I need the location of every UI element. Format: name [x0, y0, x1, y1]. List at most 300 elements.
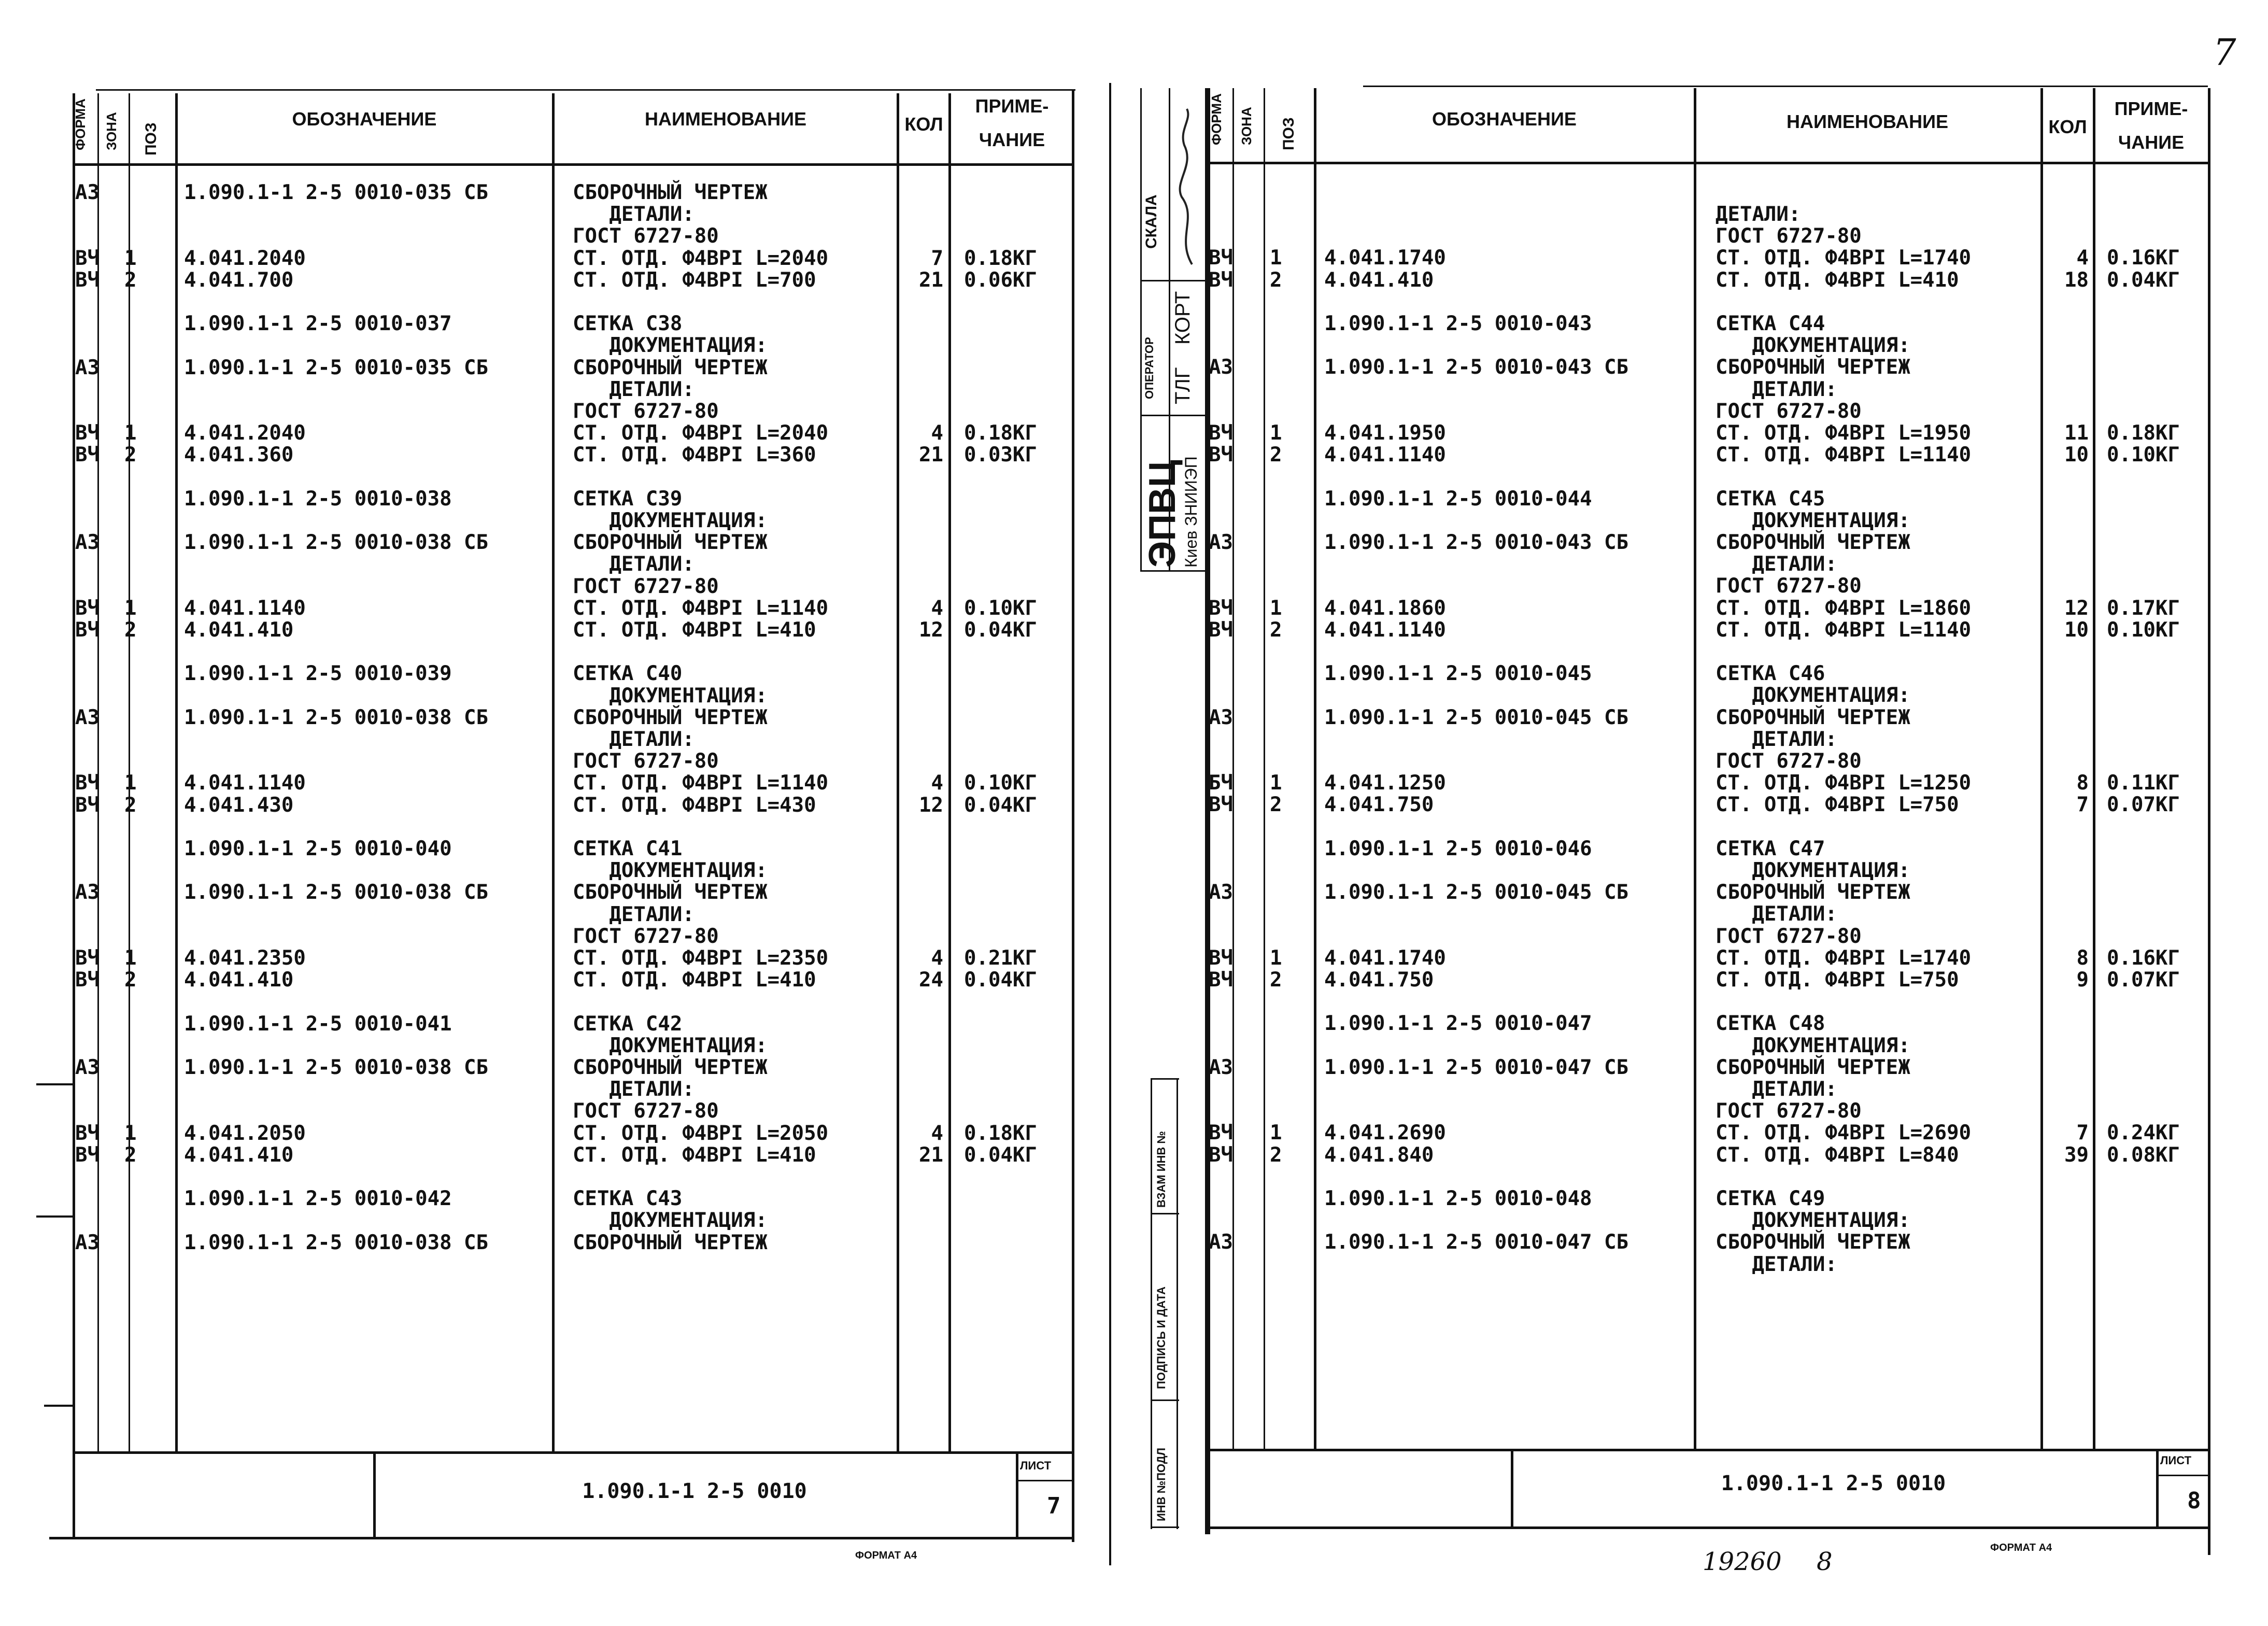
row-qty: 18 [2064, 268, 2089, 292]
stamp-line [1151, 1526, 1179, 1528]
row-designation: 4.041.410 [184, 618, 294, 642]
row-format: ВЧ [75, 443, 100, 467]
row-pos: 2 [1270, 968, 1282, 992]
row-name: ДОКУМЕНТАЦИЯ: [573, 509, 768, 532]
row-name: СТ. ОТД. Ф4ВРI L=410 [1716, 268, 1959, 292]
stamp-top-line [73, 1451, 1074, 1454]
row-note: 0.04КГ [964, 618, 1037, 642]
row-format: А3 [75, 356, 100, 379]
row-designation: 1.090.1-1 2-5 0010-038 СБ [184, 1231, 488, 1254]
stamp-line [1176, 1078, 1178, 1529]
row-designation: 1.090.1-1 2-5 0010-043 СБ [1324, 531, 1628, 554]
stamp-sheet-line [1016, 1480, 1073, 1481]
row-name: ДЕТАЛИ: [573, 728, 694, 751]
row-designation: 1.090.1-1 2-5 0010-038 СБ [184, 1056, 488, 1079]
row-note: 0.18КГ [964, 246, 1037, 270]
stamp-line [1151, 1078, 1152, 1529]
row-name: СТ. ОТД. Ф4ВРI L=1140 [1716, 443, 1972, 467]
row-name: ГОСТ 6727-80 [573, 224, 719, 248]
row-format: ВЧ [1209, 596, 1233, 620]
row-note: 0.10КГ [964, 596, 1037, 620]
stamp-inv-podl: ИНВ №ПОДЛ [1155, 1448, 1168, 1521]
row-qty: 7 [2076, 793, 2089, 817]
stamp-sheet-divider [2156, 1449, 2159, 1526]
row-format: ВЧ [1209, 1143, 1233, 1167]
row-note: 0.04КГ [964, 1143, 1037, 1167]
row-name: СТ. ОТД. Ф4ВРI L=1950 [1716, 421, 1972, 445]
row-name: СТ. ОТД. Ф4ВРI L=1740 [1716, 246, 1972, 270]
stamp-sheet-divider [1016, 1451, 1018, 1539]
row-format: ВЧ [1209, 268, 1233, 292]
row-name: ГОСТ 6727-80 [573, 1099, 719, 1123]
row-name: ДОКУМЕНТАЦИЯ: [1716, 1034, 1910, 1057]
row-name: СЕТКА С41 [573, 837, 683, 860]
row-designation: 1.090.1-1 2-5 0010-038 СБ [184, 705, 488, 729]
row-qty: 21 [919, 443, 943, 467]
hdr-zona: ЗОНА [1239, 107, 1254, 145]
margin-tick [44, 1405, 73, 1407]
handwritten-number: 19260 [1703, 1547, 1782, 1576]
row-designation: 1.090.1-1 2-5 0010-039 [184, 662, 452, 686]
hdr-forma: ФОРМА [73, 98, 88, 150]
stamp-skala: СКАЛА [1143, 194, 1160, 249]
header-bottom-line [73, 163, 1074, 166]
stamp-line [1151, 1078, 1179, 1080]
row-name: СТ. ОТД. Ф4ВРI L=1140 [1716, 618, 1972, 642]
row-name: ДЕТАЛИ: [573, 902, 694, 926]
row-name: ГОСТ 6727-80 [1716, 399, 1862, 423]
row-designation: 4.041.1140 [184, 596, 306, 620]
row-name: СТ. ОТД. Ф4ВРI L=700 [573, 268, 816, 292]
row-name: СТ. ОТД. Ф4ВРI L=2690 [1716, 1121, 1972, 1145]
hdr-prim-1: ПРИМЕ- [2114, 98, 2188, 119]
row-designation: 4.041.1740 [1324, 246, 1446, 270]
row-format: ВЧ [75, 268, 100, 292]
row-format: А3 [75, 881, 100, 904]
row-pos: 1 [1270, 1121, 1282, 1145]
stamp-top-line [1208, 1449, 2210, 1451]
row-format: ВЧ [75, 246, 100, 270]
row-name: ДЕТАЛИ: [1716, 727, 1837, 751]
frame-top-line [96, 89, 1075, 91]
row-designation: 1.090.1-1 2-5 0010-047 [1324, 1012, 1592, 1036]
row-format: ВЧ [75, 946, 100, 970]
row-format: ВЧ [1209, 793, 1233, 817]
handwritten-sheet: 8 [1817, 1547, 1833, 1576]
frame-bottom-line [49, 1537, 1074, 1539]
row-designation: 1.090.1-1 2-5 0010-043 СБ [1324, 356, 1628, 379]
hdr-poz: ПОЗ [1280, 117, 1297, 150]
row-designation: 4.041.1860 [1324, 596, 1446, 620]
row-format: А3 [1209, 1231, 1233, 1254]
row-name: ДОКУМЕНТАЦИЯ: [1716, 859, 1910, 882]
row-format: А3 [75, 1056, 100, 1079]
row-name: СБОРОЧНЫЙ ЧЕРТЕЖ [573, 881, 768, 904]
row-pos: 2 [1270, 618, 1282, 642]
col-line-5 [2040, 88, 2043, 1449]
row-note: 0.04КГ [964, 793, 1037, 817]
row-designation: 1.090.1-1 2-5 0010-040 [184, 837, 452, 860]
stamp-vzam-inv: ВЗАМ ИНВ № [1155, 1131, 1168, 1208]
row-qty: 11 [2064, 421, 2089, 445]
row-name: ДОКУМЕНТАЦИЯ: [1716, 508, 1910, 532]
row-designation: 4.041.2690 [1324, 1121, 1446, 1145]
row-name: СТ. ОТД. Ф4ВРI L=2050 [573, 1121, 829, 1145]
row-pos: 2 [124, 443, 137, 467]
row-name: СТ. ОТД. Ф4ВРI L=410 [573, 968, 816, 992]
right-list-label: ЛИСТ [2160, 1454, 2192, 1467]
row-qty: 4 [931, 1121, 943, 1145]
col-line-4 [552, 93, 555, 1451]
row-name: СТ. ОТД. Ф4ВРI L=2350 [573, 946, 829, 970]
row-name: ДОКУМЕНТАЦИЯ: [573, 859, 768, 883]
right-page [1208, 0, 2268, 1626]
stamp-line [1140, 570, 1205, 572]
hdr-naimenovanie: НАИМЕНОВАНИЕ [1787, 111, 1948, 132]
stamp-operator: ОПЕРАТОР [1143, 337, 1156, 399]
frame-right-line [1072, 91, 1074, 1542]
row-pos: 1 [1270, 246, 1282, 270]
row-designation: 4.041.700 [184, 268, 294, 292]
row-name: ДЕТАЛИ: [1716, 902, 1837, 926]
row-qty: 8 [2076, 771, 2089, 795]
row-note: 0.18КГ [964, 421, 1037, 445]
row-format: БЧ [1209, 771, 1233, 795]
stamp-sheet-line [2156, 1475, 2208, 1476]
row-name: СТ. ОТД. Ф4ВРI L=1250 [1716, 771, 1972, 795]
row-note: 0.17КГ [2107, 596, 2180, 620]
row-designation: 4.041.2040 [184, 246, 306, 270]
margin-tick [36, 1215, 73, 1218]
row-note: 0.10КГ [2107, 618, 2180, 642]
frame-top-line [1363, 86, 2208, 87]
row-note: 0.16КГ [2107, 246, 2180, 270]
right-doc-code: 1.090.1-1 2-5 0010 [1721, 1472, 1946, 1495]
row-designation: 1.090.1-1 2-5 0010-047 СБ [1324, 1055, 1628, 1079]
row-note: 0.11КГ [2107, 771, 2180, 795]
row-name: СТ. ОТД. Ф4ВРI L=430 [573, 793, 816, 817]
row-name: ДЕТАЛИ: [573, 377, 694, 401]
row-qty: 12 [919, 793, 943, 817]
row-qty: 4 [931, 596, 943, 620]
row-format: А3 [1209, 531, 1233, 554]
row-name: СЕТКА С39 [573, 487, 683, 511]
stamp-kort: КОРТ [1171, 291, 1194, 345]
stamp-line [1151, 1213, 1179, 1214]
row-name: СТ. ОТД. Ф4ВРI L=1140 [573, 771, 829, 795]
stamp-line [1140, 415, 1205, 416]
left-format-label: ФОРМАТ А4 [855, 1550, 917, 1561]
row-designation: 1.090.1-1 2-5 0010-045 СБ [1324, 881, 1628, 904]
row-name: СТ. ОТД. Ф4ВРI L=1140 [573, 596, 829, 620]
left-page [0, 0, 1109, 1626]
row-name: СТ. ОТД. Ф4ВРI L=360 [573, 443, 816, 467]
row-name: ГОСТ 6727-80 [1716, 224, 1862, 248]
row-format: ВЧ [1209, 618, 1233, 642]
row-format: ВЧ [75, 1121, 100, 1145]
row-qty: 12 [2064, 596, 2089, 620]
hdr-oboznachenie: ОБОЗНАЧЕНИЕ [1432, 108, 1577, 130]
row-format: ВЧ [75, 1143, 100, 1167]
row-name: СБОРОЧНЫЙ ЧЕРТЕЖ [573, 1231, 768, 1254]
row-designation: 4.041.1140 [1324, 618, 1446, 642]
row-designation: 4.041.360 [184, 443, 294, 467]
row-name: СТ. ОТД. Ф4ВРI L=2040 [573, 421, 829, 445]
row-designation: 4.041.1140 [184, 771, 306, 795]
row-format: ВЧ [75, 968, 100, 992]
row-format: ВЧ [1209, 968, 1233, 992]
row-qty: 12 [919, 618, 943, 642]
row-name: СТ. ОТД. Ф4ВРI L=1860 [1716, 596, 1972, 620]
row-qty: 4 [931, 421, 943, 445]
row-designation: 1.090.1-1 2-5 0010-038 [184, 487, 452, 511]
side-stamp [1140, 0, 1213, 1626]
row-format: А3 [75, 1231, 100, 1254]
row-qty: 21 [919, 1143, 943, 1167]
row-format: А3 [1209, 356, 1233, 379]
header-bottom-line [1208, 162, 2210, 164]
row-pos: 2 [124, 268, 137, 292]
hdr-poz: ПОЗ [143, 122, 160, 155]
row-format: ВЧ [75, 793, 100, 817]
hdr-forma: ФОРМА [1209, 93, 1224, 145]
row-designation: 1.090.1-1 2-5 0010-046 [1324, 837, 1592, 860]
row-name: СБОРОЧНЫЙ ЧЕРТЕЖ [573, 1056, 768, 1079]
row-format: А3 [75, 705, 100, 729]
row-name: ДОКУМЕНТАЦИЯ: [573, 684, 768, 708]
row-name: ГОСТ 6727-80 [573, 750, 719, 773]
row-name: ДОКУМЕНТАЦИЯ: [573, 334, 768, 358]
row-name: СЕТКА С44 [1716, 312, 1825, 335]
row-qty: 9 [2076, 968, 2089, 992]
row-name: ГОСТ 6727-80 [1716, 574, 1862, 598]
row-designation: 1.090.1-1 2-5 0010-042 [184, 1187, 452, 1211]
row-name: СБОРОЧНЫЙ ЧЕРТЕЖ [1716, 1231, 1910, 1254]
stamp-kiev: Киев ЗНИИЭП [1182, 456, 1200, 568]
row-pos: 2 [1270, 793, 1282, 817]
row-designation: 4.041.430 [184, 793, 294, 817]
hdr-kol: КОЛ [2048, 116, 2087, 137]
row-designation: 4.041.2040 [184, 421, 306, 445]
row-designation: 4.041.1740 [1324, 946, 1446, 970]
row-qty: 7 [2076, 1121, 2089, 1145]
row-designation: 1.090.1-1 2-5 0010-035 СБ [184, 356, 488, 379]
row-name: СТ. ОТД. Ф4ВРI L=410 [573, 1143, 816, 1167]
row-pos: 1 [124, 421, 137, 445]
row-name: ГОСТ 6727-80 [573, 924, 719, 948]
hdr-prim-2: ЧАНИЕ [2118, 132, 2185, 153]
row-qty: 10 [2064, 443, 2089, 467]
row-name: СБОРОЧНЫЙ ЧЕРТЕЖ [1716, 705, 1910, 729]
row-format: ВЧ [75, 771, 100, 795]
col-line-6 [948, 93, 951, 1451]
row-format: ВЧ [1209, 421, 1233, 445]
stamp-line [1140, 280, 1205, 281]
row-name: СБОРОЧНЫЙ ЧЕРТЕЖ [1716, 881, 1910, 904]
row-note: 0.04КГ [2107, 268, 2180, 292]
row-designation: 4.041.1950 [1324, 421, 1446, 445]
row-qty: 8 [2076, 946, 2089, 970]
row-name: СБОРОЧНЫЙ ЧЕРТЕЖ [573, 356, 768, 379]
row-pos: 1 [1270, 421, 1282, 445]
row-name: ГОСТ 6727-80 [573, 400, 719, 423]
row-pos: 1 [124, 771, 137, 795]
row-format: А3 [75, 181, 100, 204]
row-name: СБОРОЧНЫЙ ЧЕРТЕЖ [1716, 1055, 1910, 1079]
row-name: СЕТКА С40 [573, 662, 683, 686]
row-name: СБОРОЧНЫЙ ЧЕРТЕЖ [1716, 356, 1910, 379]
left-sheet-number: 7 [1047, 1493, 1061, 1519]
row-designation: 1.090.1-1 2-5 0010-038 СБ [184, 881, 488, 904]
row-qty: 4 [2076, 246, 2089, 270]
col-line-3 [1314, 88, 1316, 1449]
row-name: ГОСТ 6727-80 [1716, 1099, 1862, 1123]
row-format: А3 [75, 531, 100, 555]
row-designation: 1.090.1-1 2-5 0010-035 СБ [184, 181, 488, 204]
stamp-epvts: ЭПВЦ [1142, 460, 1183, 568]
hdr-naimenovanie: НАИМЕНОВАНИЕ [645, 108, 806, 130]
corner-mark: 7 [2213, 31, 2236, 74]
row-name: СТ. ОТД. Ф4ВРI L=750 [1716, 968, 1959, 992]
row-note: 0.08КГ [2107, 1143, 2180, 1167]
row-designation: 4.041.750 [1324, 793, 1434, 817]
row-name: ДЕТАЛИ: [1716, 1252, 1837, 1276]
hdr-zona: ЗОНА [104, 112, 119, 150]
row-format: А3 [1209, 705, 1233, 729]
row-pos: 2 [124, 793, 137, 817]
row-name: ГОСТ 6727-80 [1716, 924, 1862, 948]
row-pos: 1 [124, 246, 137, 270]
row-name: СБОРОЧНЫЙ ЧЕРТЕЖ [573, 531, 768, 555]
margin-tick [36, 1083, 73, 1085]
hdr-prim-2: ЧАНИЕ [979, 129, 1045, 150]
row-name: ГОСТ 6727-80 [1716, 750, 1862, 773]
row-note: 0.10КГ [964, 771, 1037, 795]
row-note: 0.10КГ [2107, 443, 2180, 467]
row-designation: 4.041.1140 [1324, 443, 1446, 467]
row-qty: 7 [931, 246, 943, 270]
row-pos: 2 [1270, 1143, 1282, 1167]
row-pos: 1 [1270, 596, 1282, 620]
left-list-label: ЛИСТ [1020, 1459, 1052, 1472]
left-doc-code: 1.090.1-1 2-5 0010 [582, 1479, 807, 1503]
right-format-label: ФОРМАТ А4 [1990, 1542, 2052, 1553]
hdr-prim-1: ПРИМЕ- [975, 95, 1049, 117]
row-pos: 2 [124, 968, 137, 992]
row-name: СЕТКА С49 [1716, 1187, 1825, 1210]
row-note: 0.21КГ [964, 946, 1037, 970]
row-designation: 1.090.1-1 2-5 0010-044 [1324, 487, 1592, 511]
row-designation: 4.041.1250 [1324, 771, 1446, 795]
row-designation: 4.041.410 [184, 1143, 294, 1167]
row-name: СТ. ОТД. Ф4ВРI L=410 [573, 618, 816, 642]
row-name: ГОСТ 6727-80 [573, 574, 719, 598]
row-name: СЕТКА С45 [1716, 487, 1825, 511]
row-name: СТ. ОТД. Ф4ВРI L=1740 [1716, 946, 1972, 970]
binding-line [1109, 83, 1111, 1565]
row-format: ВЧ [1209, 246, 1233, 270]
row-designation: 1.090.1-1 2-5 0010-048 [1324, 1187, 1592, 1210]
col-line-4 [1694, 88, 1696, 1449]
row-designation: 4.041.410 [1324, 268, 1434, 292]
row-format: ВЧ [1209, 946, 1233, 970]
row-designation: 1.090.1-1 2-5 0010-041 [184, 1012, 452, 1036]
row-name: ДОКУМЕНТАЦИЯ: [573, 1209, 768, 1233]
row-note: 0.16КГ [2107, 946, 2180, 970]
row-note: 0.07КГ [2107, 968, 2180, 992]
row-qty: 39 [2064, 1143, 2089, 1167]
row-name: ДЕТАЛИ: [573, 203, 694, 227]
stamp-line [1151, 1399, 1179, 1401]
row-designation: 1.090.1-1 2-5 0010-045 СБ [1324, 705, 1628, 729]
row-designation: 1.090.1-1 2-5 0010-038 СБ [184, 531, 488, 555]
row-qty: 21 [919, 268, 943, 292]
row-designation: 4.041.2350 [184, 946, 306, 970]
stamp-podpis: ПОДПИСЬ И ДАТА [1155, 1286, 1168, 1389]
row-designation: 4.041.840 [1324, 1143, 1434, 1167]
row-name: СБОРОЧНЫЙ ЧЕРТЕЖ [573, 705, 768, 729]
row-pos: 2 [124, 1143, 137, 1167]
row-format: ВЧ [75, 618, 100, 642]
row-note: 0.06КГ [964, 268, 1037, 292]
row-pos: 2 [124, 618, 137, 642]
row-pos: 1 [124, 596, 137, 620]
row-designation: 1.090.1-1 2-5 0010-047 СБ [1324, 1231, 1628, 1254]
row-name: ДЕТАЛИ: [573, 553, 694, 576]
handwritten-signature-icon [1171, 104, 1202, 270]
row-name: ДОКУМЕНТАЦИЯ: [1716, 1209, 1910, 1233]
row-name: СТ. ОТД. Ф4ВРI L=2040 [573, 246, 829, 270]
row-name: ДОКУМЕНТАЦИЯ: [1716, 684, 1910, 708]
row-format: А3 [1209, 881, 1233, 904]
row-name: СЕТКА С42 [573, 1012, 683, 1036]
row-designation: 1.090.1-1 2-5 0010-043 [1324, 312, 1592, 335]
row-note: 0.04КГ [964, 968, 1037, 992]
row-qty: 10 [2064, 618, 2089, 642]
row-format: А3 [1209, 1055, 1233, 1079]
row-designation: 1.090.1-1 2-5 0010-045 [1324, 662, 1592, 686]
row-format: ВЧ [75, 596, 100, 620]
col-line-2 [1264, 88, 1265, 1449]
row-name: СЕТКА С38 [573, 312, 683, 336]
stamp-tlg: ТЛГ [1171, 367, 1194, 404]
row-note: 0.18КГ [2107, 421, 2180, 445]
row-note: 0.24КГ [2107, 1121, 2180, 1145]
frame-bottom-line [1208, 1526, 2210, 1529]
row-name: ДЕТАЛИ: [1716, 377, 1837, 401]
row-pos: 1 [1270, 946, 1282, 970]
row-name: ДОКУМЕНТАЦИЯ: [1716, 334, 1910, 358]
row-designation: 4.041.2050 [184, 1121, 306, 1145]
row-name: ДЕТАЛИ: [1716, 203, 1801, 226]
row-name: СЕТКА С46 [1716, 662, 1825, 686]
row-pos: 2 [1270, 443, 1282, 467]
row-designation: 4.041.410 [184, 968, 294, 992]
row-pos: 2 [1270, 268, 1282, 292]
row-note: 0.03КГ [964, 443, 1037, 467]
row-pos: 1 [124, 1121, 137, 1145]
row-name: ДЕТАЛИ: [1716, 553, 1837, 576]
row-name: СЕТКА С47 [1716, 837, 1825, 860]
row-name: СБОРОЧНЫЙ ЧЕРТЕЖ [1716, 531, 1910, 554]
row-pos: 1 [124, 946, 137, 970]
row-designation: 1.090.1-1 2-5 0010-037 [184, 312, 452, 336]
hdr-oboznachenie: ОБОЗНАЧЕНИЕ [292, 108, 437, 130]
row-format: ВЧ [1209, 443, 1233, 467]
row-designation: 4.041.750 [1324, 968, 1434, 992]
row-format: ВЧ [1209, 1121, 1233, 1145]
right-sheet-number: 8 [2187, 1488, 2201, 1514]
